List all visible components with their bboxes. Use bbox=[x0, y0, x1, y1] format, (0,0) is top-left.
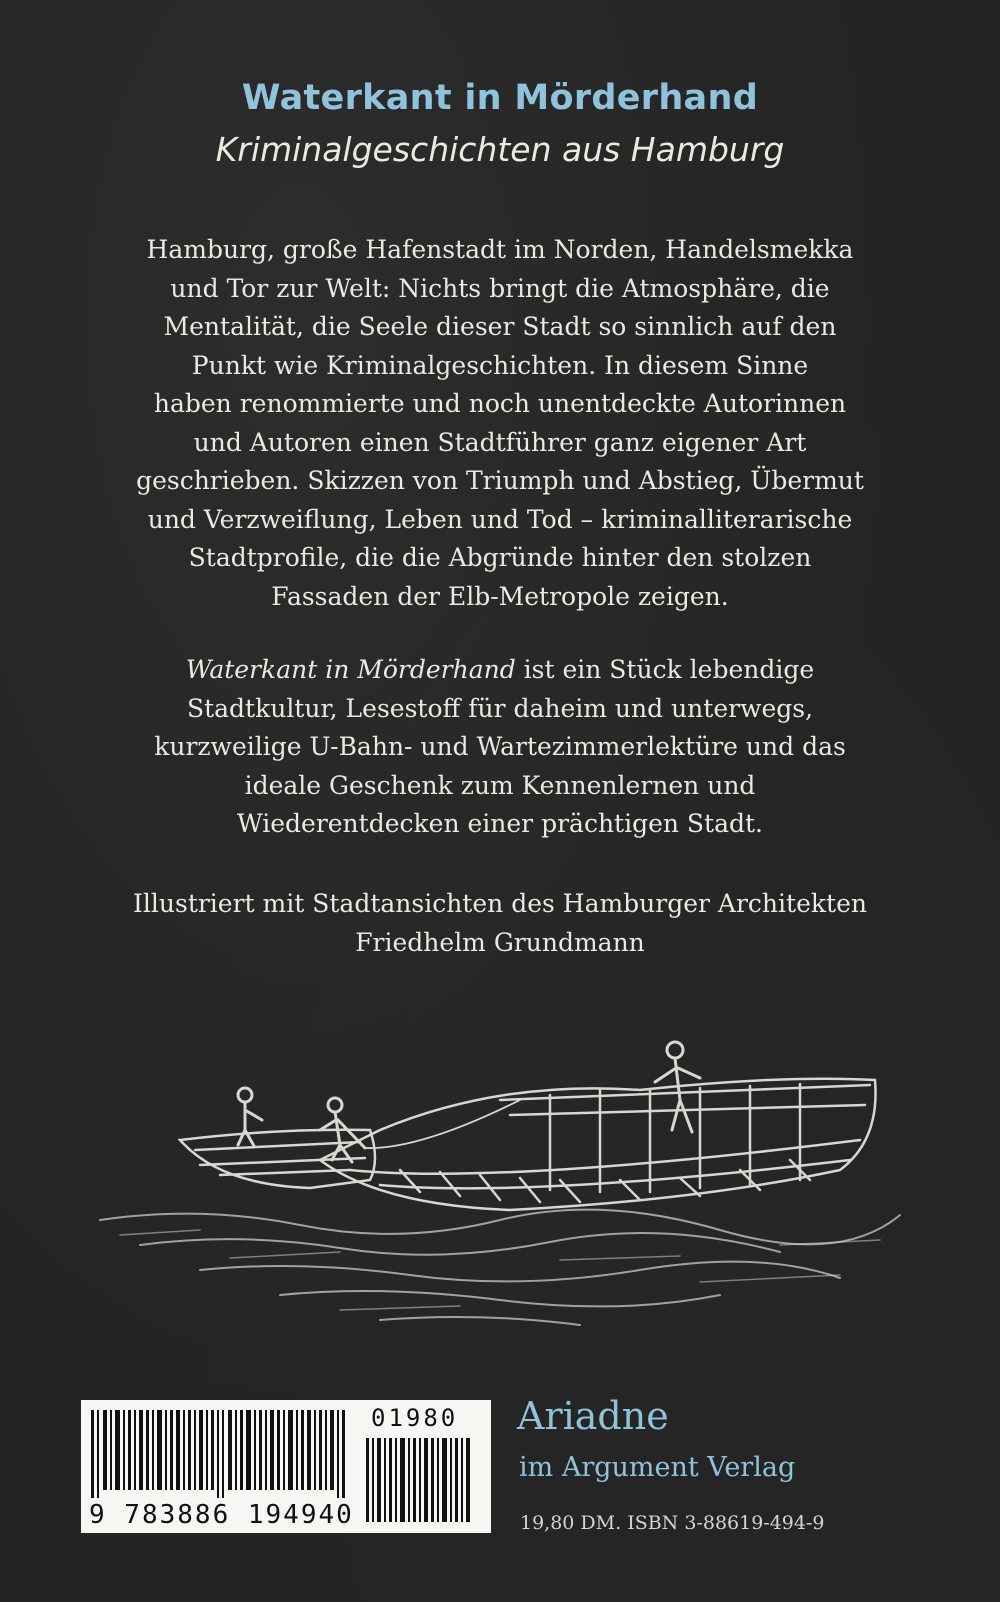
price-isbn: 19,80 DM. ISBN 3-88619-494-9 bbox=[520, 1512, 825, 1534]
blurb-line: und Verzweiflung, Leben und Tod – kriminalliterarische bbox=[147, 504, 853, 534]
publisher-name: Ariadne bbox=[517, 1394, 669, 1438]
book-subtitle: Kriminalgeschichten aus Hamburg bbox=[215, 130, 785, 169]
blurb-line: geschrieben. Skizzen von Triumph und Abstieg, Übermut bbox=[136, 466, 864, 495]
illustrator-credit bbox=[70, 885, 930, 962]
blurb-line: Stadtprofile, die die Abgründe hinter den stolzen bbox=[188, 543, 812, 572]
blurb-paragraph-1 bbox=[70, 231, 930, 616]
book-title: Waterkant in Mörderhand bbox=[241, 78, 759, 118]
credit-line: Friedhelm Grundmann bbox=[355, 927, 645, 957]
barcode-addon-number: 01980 bbox=[371, 1404, 459, 1432]
publisher-imprint: im Argument Verlag bbox=[519, 1452, 796, 1483]
blurb-line-rest: ist ein Stück lebendige bbox=[515, 655, 815, 684]
blurb-line: Fassaden der Elb-Metropole zeigen. bbox=[271, 581, 729, 611]
blurb-paragraph-2 bbox=[70, 651, 930, 844]
book-title-reference: Waterkant in Mörderhand bbox=[185, 655, 516, 684]
blurb-line: Hamburg, große Hafenstadt im Norden, Handelsmekka bbox=[146, 235, 854, 264]
boats-sketch-illustration bbox=[80, 1020, 920, 1340]
blurb-line-first bbox=[70, 651, 930, 690]
blurb-line: Stadtkultur, Lesestoff für daheim und unterwegs, bbox=[186, 693, 814, 723]
barcode-number: 9 783886 194940 bbox=[89, 1500, 354, 1530]
credit-line: Illustriert mit Stadtansichten des Hamburger Architekten bbox=[133, 889, 867, 918]
blurb-line: Wiederentdecken einer prächtigen Stadt. bbox=[236, 809, 764, 838]
blurb-line: haben renommierte und noch unentdeckte Autorinnen bbox=[153, 389, 847, 418]
blurb-line: ideale Geschenk zum Kennenlernen und bbox=[244, 770, 756, 800]
blurb-line: und Tor zur Welt: Nichts bringt die Atmosphäre, die bbox=[170, 273, 830, 303]
blurb-line: Mentalität, die Seele dieser Stadt so sinnlich auf den bbox=[163, 312, 837, 341]
isbn-barcode bbox=[81, 1400, 491, 1533]
blurb-line: kurzweilige U-Bahn- und Wartezimmerlektüre und das bbox=[154, 732, 846, 761]
blurb-line: und Autoren einen Stadtführer ganz eigener Art bbox=[193, 427, 807, 457]
blurb-line: Punkt wie Kriminalgeschichten. In diesem Sinne bbox=[191, 350, 809, 380]
